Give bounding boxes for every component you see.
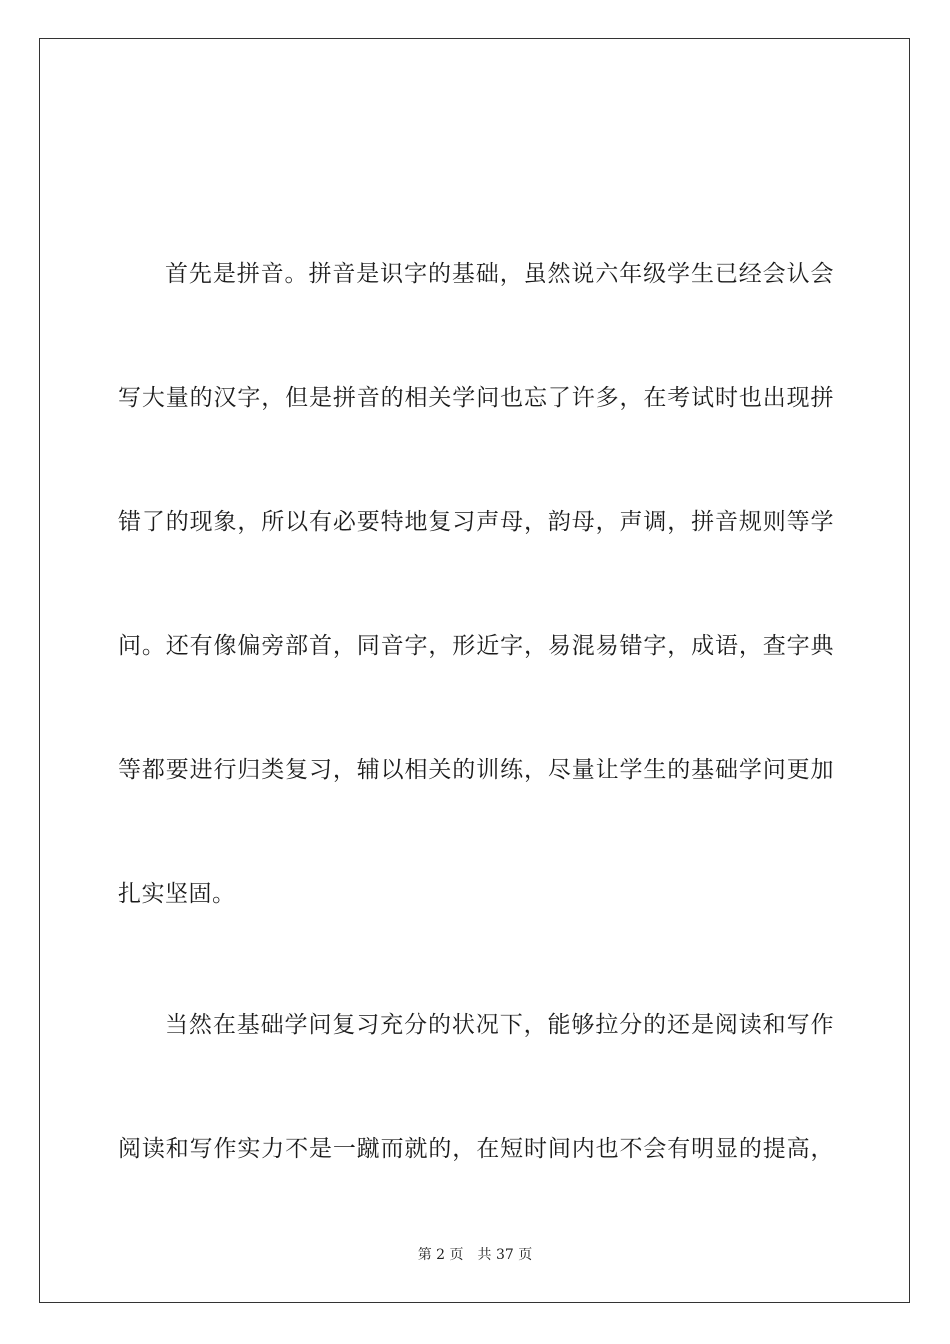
- paragraph-1-line-3: 错了的现象，所以有必要特地复习声母，韵母，声调，拼音规则等学: [118, 509, 834, 535]
- page-number: 第 2 页: [417, 1247, 464, 1263]
- paragraph-1-line-4: 问。还有像偏旁部首，同音字，形近字，易混易错字，成语，查字典: [118, 633, 834, 659]
- total-pages: 共 37 页: [477, 1247, 533, 1263]
- page-border: [39, 38, 910, 1303]
- paragraph-2-line-2: 阅读和写作实力不是一蹴而就的，在短时间内也不会有明显的提高，: [118, 1136, 834, 1162]
- paragraph-1-line-6: 扎实坚固。: [118, 881, 236, 907]
- paragraph-1-line-2: 写大量的汉字，但是拼音的相关学问也忘了许多，在考试时也出现拼: [118, 385, 834, 411]
- paragraph-1-line-5: 等都要进行归类复习，辅以相关的训练，尽量让学生的基础学问更加: [118, 757, 834, 783]
- paragraph-1-line-1: 首先是拼音。拼音是识字的基础，虽然说六年级学生已经会认会: [165, 261, 834, 287]
- paragraph-2-line-1: 当然在基础学问复习充分的状况下，能够拉分的还是阅读和写作: [165, 1012, 834, 1038]
- page-footer: [0, 1246, 950, 1264]
